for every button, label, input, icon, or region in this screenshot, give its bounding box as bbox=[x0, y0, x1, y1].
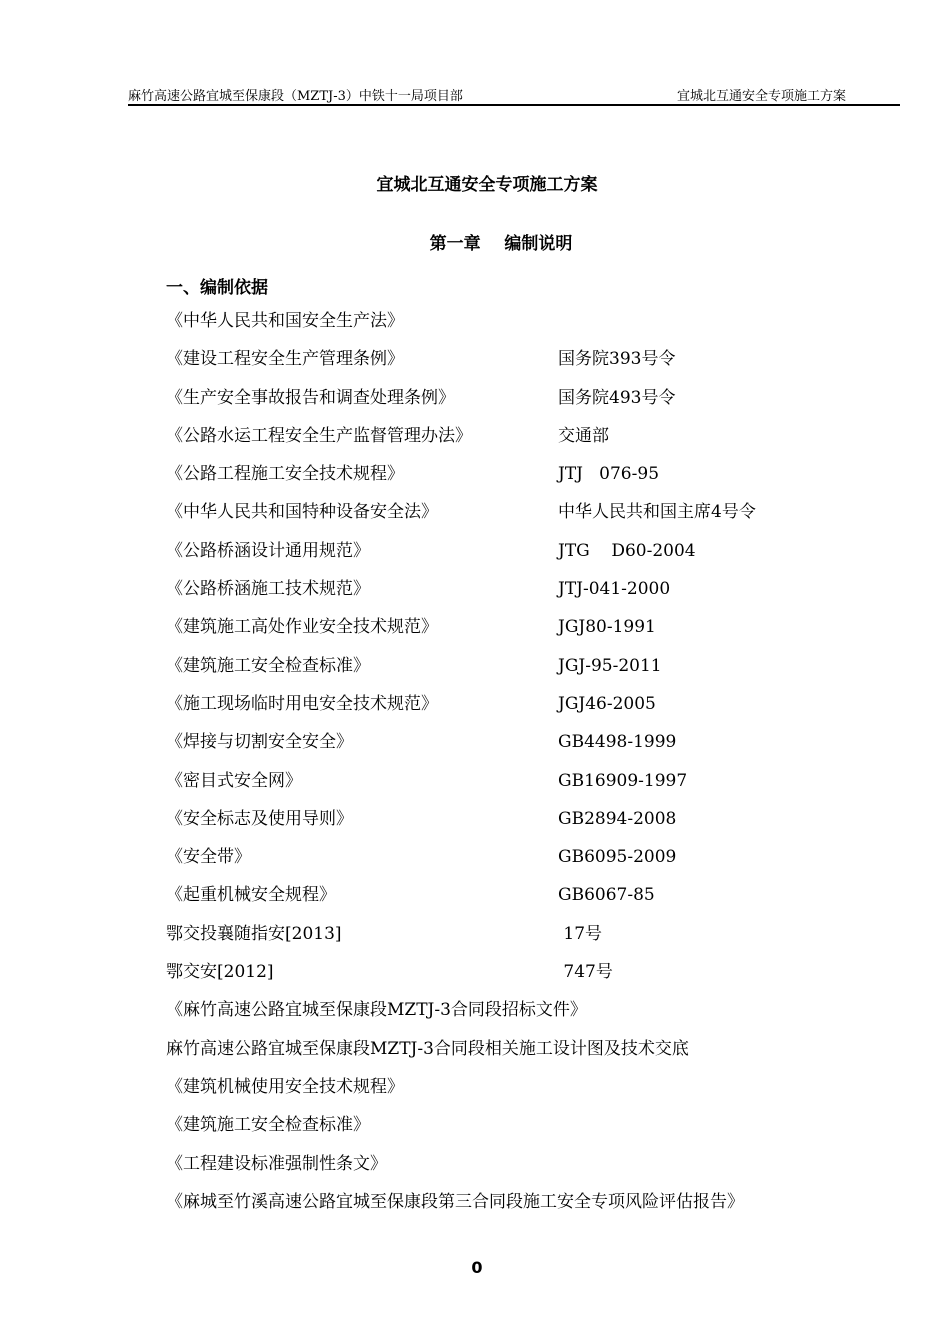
reference-name: 《建筑施工高处作业安全技术规范》 bbox=[166, 617, 438, 638]
reference-name: 《焊接与切割安全安全》 bbox=[166, 732, 353, 753]
reference-code: JGJ80-1991 bbox=[558, 617, 656, 638]
reference-name: 《公路工程施工安全技术规程》 bbox=[166, 464, 404, 485]
reference-item bbox=[166, 920, 886, 958]
reference-code: 中华人民共和国主席4号令 bbox=[558, 502, 756, 523]
reference-code: JTJ 076-95 bbox=[558, 464, 660, 485]
reference-item bbox=[166, 1035, 886, 1073]
section-title: 一、编制依据 bbox=[166, 278, 268, 298]
reference-item bbox=[166, 996, 886, 1034]
chapter-title: 第一章 编制说明 bbox=[429, 234, 573, 254]
reference-item bbox=[166, 767, 886, 805]
reference-item bbox=[166, 575, 886, 613]
reference-name: 《生产安全事故报告和调查处理条例》 bbox=[166, 387, 455, 408]
reference-list bbox=[166, 307, 886, 1226]
reference-name: 《建设工程安全生产管理条例》 bbox=[166, 349, 404, 370]
reference-name: 《施工现场临时用电安全技术规范》 bbox=[166, 693, 438, 714]
reference-code: GB4498-1999 bbox=[558, 732, 677, 753]
reference-name: 《公路桥涵施工技术规范》 bbox=[166, 579, 370, 600]
header-document-name: 宜城北互通安全专项施工方案 bbox=[676, 89, 846, 104]
reference-name: 《公路水运工程安全生产监督管理办法》 bbox=[166, 425, 472, 446]
reference-name: 《麻城至竹溪高速公路宜城至保康段第三合同段施工安全专项风险评估报告》 bbox=[166, 1191, 744, 1212]
reference-name: 《建筑施工安全检查标准》 bbox=[166, 1115, 370, 1136]
reference-item bbox=[166, 613, 886, 651]
reference-item bbox=[166, 958, 886, 996]
reference-name: 《安全标志及使用导则》 bbox=[166, 808, 353, 829]
reference-item bbox=[166, 728, 886, 766]
reference-code: JGJ-95-2011 bbox=[558, 655, 662, 676]
reference-code: 17号 bbox=[558, 923, 603, 944]
reference-name: 《建筑机械使用安全技术规程》 bbox=[166, 1076, 404, 1097]
page-header bbox=[128, 84, 900, 106]
reference-name: 鄂交投襄随指安[2013] bbox=[166, 923, 342, 944]
reference-code: JTG D60-2004 bbox=[558, 540, 696, 561]
reference-name: 麻竹高速公路宜城至保康段MZTJ-3合同段相关施工设计图及技术交底 bbox=[166, 1038, 689, 1059]
reference-code: GB2894-2008 bbox=[558, 808, 677, 829]
reference-item bbox=[166, 384, 886, 422]
reference-name: 《中华人民共和国特种设备安全法》 bbox=[166, 502, 438, 523]
header-project-name: 麻竹高速公路宜城至保康段（MZTJ-3）中铁十一局项目部 bbox=[128, 89, 463, 104]
reference-item bbox=[166, 1111, 886, 1149]
reference-item bbox=[166, 1150, 886, 1188]
reference-name: 《公路桥涵设计通用规范》 bbox=[166, 540, 370, 561]
reference-item bbox=[166, 843, 886, 881]
reference-code: GB16909-1997 bbox=[558, 770, 688, 791]
reference-code: GB6095-2009 bbox=[558, 847, 677, 868]
reference-code: 国务院393号令 bbox=[558, 349, 676, 370]
reference-name: 《安全带》 bbox=[166, 847, 251, 868]
reference-item bbox=[166, 307, 886, 345]
reference-item bbox=[166, 652, 886, 690]
reference-code: 747号 bbox=[558, 962, 613, 983]
reference-item bbox=[166, 537, 886, 575]
reference-item bbox=[166, 460, 886, 498]
reference-code: JGJ46-2005 bbox=[558, 693, 656, 714]
reference-name: 《工程建设标准强制性条文》 bbox=[166, 1153, 387, 1174]
reference-name: 《密目式安全网》 bbox=[166, 770, 302, 791]
reference-name: 《起重机械安全规程》 bbox=[166, 885, 336, 906]
reference-item bbox=[166, 881, 886, 919]
reference-name: 《建筑施工安全检查标准》 bbox=[166, 655, 370, 676]
reference-item bbox=[166, 690, 886, 728]
reference-name: 《麻竹高速公路宜城至保康段MZTJ-3合同段招标文件》 bbox=[166, 1000, 587, 1021]
reference-item bbox=[166, 1188, 886, 1226]
reference-item bbox=[166, 1073, 886, 1111]
reference-code: GB6067-85 bbox=[558, 885, 655, 906]
page-number: 0 bbox=[471, 1258, 483, 1277]
reference-item bbox=[166, 345, 886, 383]
reference-item bbox=[166, 498, 886, 536]
reference-code: 交通部 bbox=[558, 425, 609, 446]
reference-item bbox=[166, 422, 886, 460]
reference-code: JTJ-041-2000 bbox=[558, 579, 671, 600]
reference-name: 鄂交安[2012] bbox=[166, 962, 274, 983]
reference-name: 《中华人民共和国安全生产法》 bbox=[166, 311, 404, 331]
reference-item bbox=[166, 805, 886, 843]
document-title: 宜城北互通安全专项施工方案 bbox=[376, 175, 598, 195]
reference-code: 国务院493号令 bbox=[558, 387, 676, 408]
